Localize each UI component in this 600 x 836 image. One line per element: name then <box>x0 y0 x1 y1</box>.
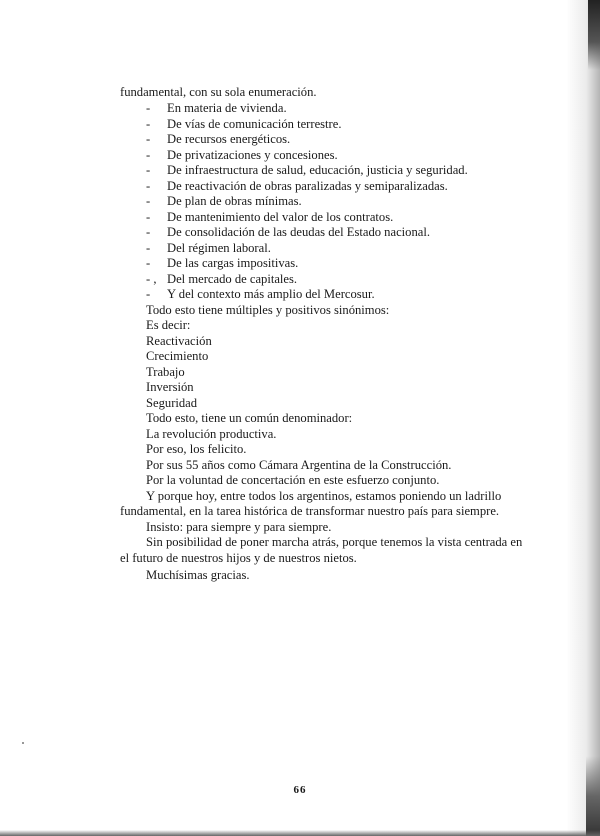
text-line: Todo esto, tiene un común denominador: <box>146 411 353 425</box>
list-item: De infraestructura de salud, educación, justicia y seguridad. <box>167 163 468 177</box>
list-dash: - <box>146 194 151 208</box>
list-item: De plan de obras mínimas. <box>167 194 302 208</box>
scan-edge-mark-top <box>588 0 600 70</box>
list-dash: - <box>146 287 151 301</box>
paragraph-continuation: el futuro de nuestros hijos y de nuestros nietos. <box>120 551 357 565</box>
list-item: De vías de comunicación terrestre. <box>167 117 342 131</box>
closing-line: Muchísimas gracias. <box>146 568 250 582</box>
scan-edge-shadow <box>566 0 600 836</box>
text-line: Todo esto tiene múltiples y positivos sinónimos: <box>146 303 390 317</box>
list-dash: - <box>146 241 151 255</box>
paragraph-continuation: fundamental, en la tarea histórica de transformar nuestro país para siempre. <box>120 504 500 518</box>
list-dash: - <box>146 179 151 193</box>
scan-edge-bottom <box>0 830 600 836</box>
list-dash: - <box>146 210 151 224</box>
text-line: La revolución productiva. <box>146 427 277 441</box>
text-line: Por sus 55 años como Cámara Argentina de la Construcción. <box>146 458 452 472</box>
list-dash: - <box>146 225 151 239</box>
text-line: Es decir: <box>146 318 191 332</box>
list-item: En materia de vivienda. <box>167 101 287 115</box>
text-line: Seguridad <box>146 396 198 410</box>
list-item: De privatizaciones y concesiones. <box>167 148 338 162</box>
paragraph-first-line: Y porque hoy, entre todos los argentinos, estamos poniendo un ladrillo <box>146 489 502 503</box>
scan-edge-mark-bottom <box>586 756 600 836</box>
text-line: Insisto: para siempre y para siempre. <box>146 520 332 534</box>
list-dash: - <box>146 132 151 146</box>
list-dash: - <box>146 148 151 162</box>
text-line: Crecimiento <box>146 349 209 363</box>
text-line: Por la voluntad de concertación en este esfuerzo conjunto. <box>146 473 440 487</box>
list-item: Del mercado de capitales. <box>167 272 298 286</box>
list-dash: - , <box>146 272 157 286</box>
page-number: 66 <box>293 784 307 796</box>
text-line: Reactivación <box>146 334 212 348</box>
list-dash: - <box>146 163 151 177</box>
list-item: De consolidación de las deudas del Estado nacional. <box>167 225 430 239</box>
list-item: De reactivación de obras paralizadas y semiparalizadas. <box>167 179 448 193</box>
text-line: Trabajo <box>146 365 185 379</box>
list-item: De mantenimiento del valor de los contratos. <box>167 210 394 224</box>
list-item: Y del contexto más amplio del Mercosur. <box>167 287 375 301</box>
text-line: Inversión <box>146 380 194 394</box>
paragraph-first-line: Sin posibilidad de poner marcha atrás, porque tenemos la vista centrada en <box>146 535 523 549</box>
list-dash: - <box>146 117 151 131</box>
list-item: De recursos energéticos. <box>167 132 291 146</box>
list-item: Del régimen laboral. <box>167 241 271 255</box>
intro-line: fundamental, con su sola enumeración. <box>120 85 317 99</box>
list-dash: - <box>146 256 151 270</box>
text-line: Por eso, los felicito. <box>146 442 247 456</box>
scan-speck <box>22 742 24 744</box>
list-item: De las cargas impositivas. <box>167 256 299 270</box>
list-dash: - <box>146 101 151 115</box>
